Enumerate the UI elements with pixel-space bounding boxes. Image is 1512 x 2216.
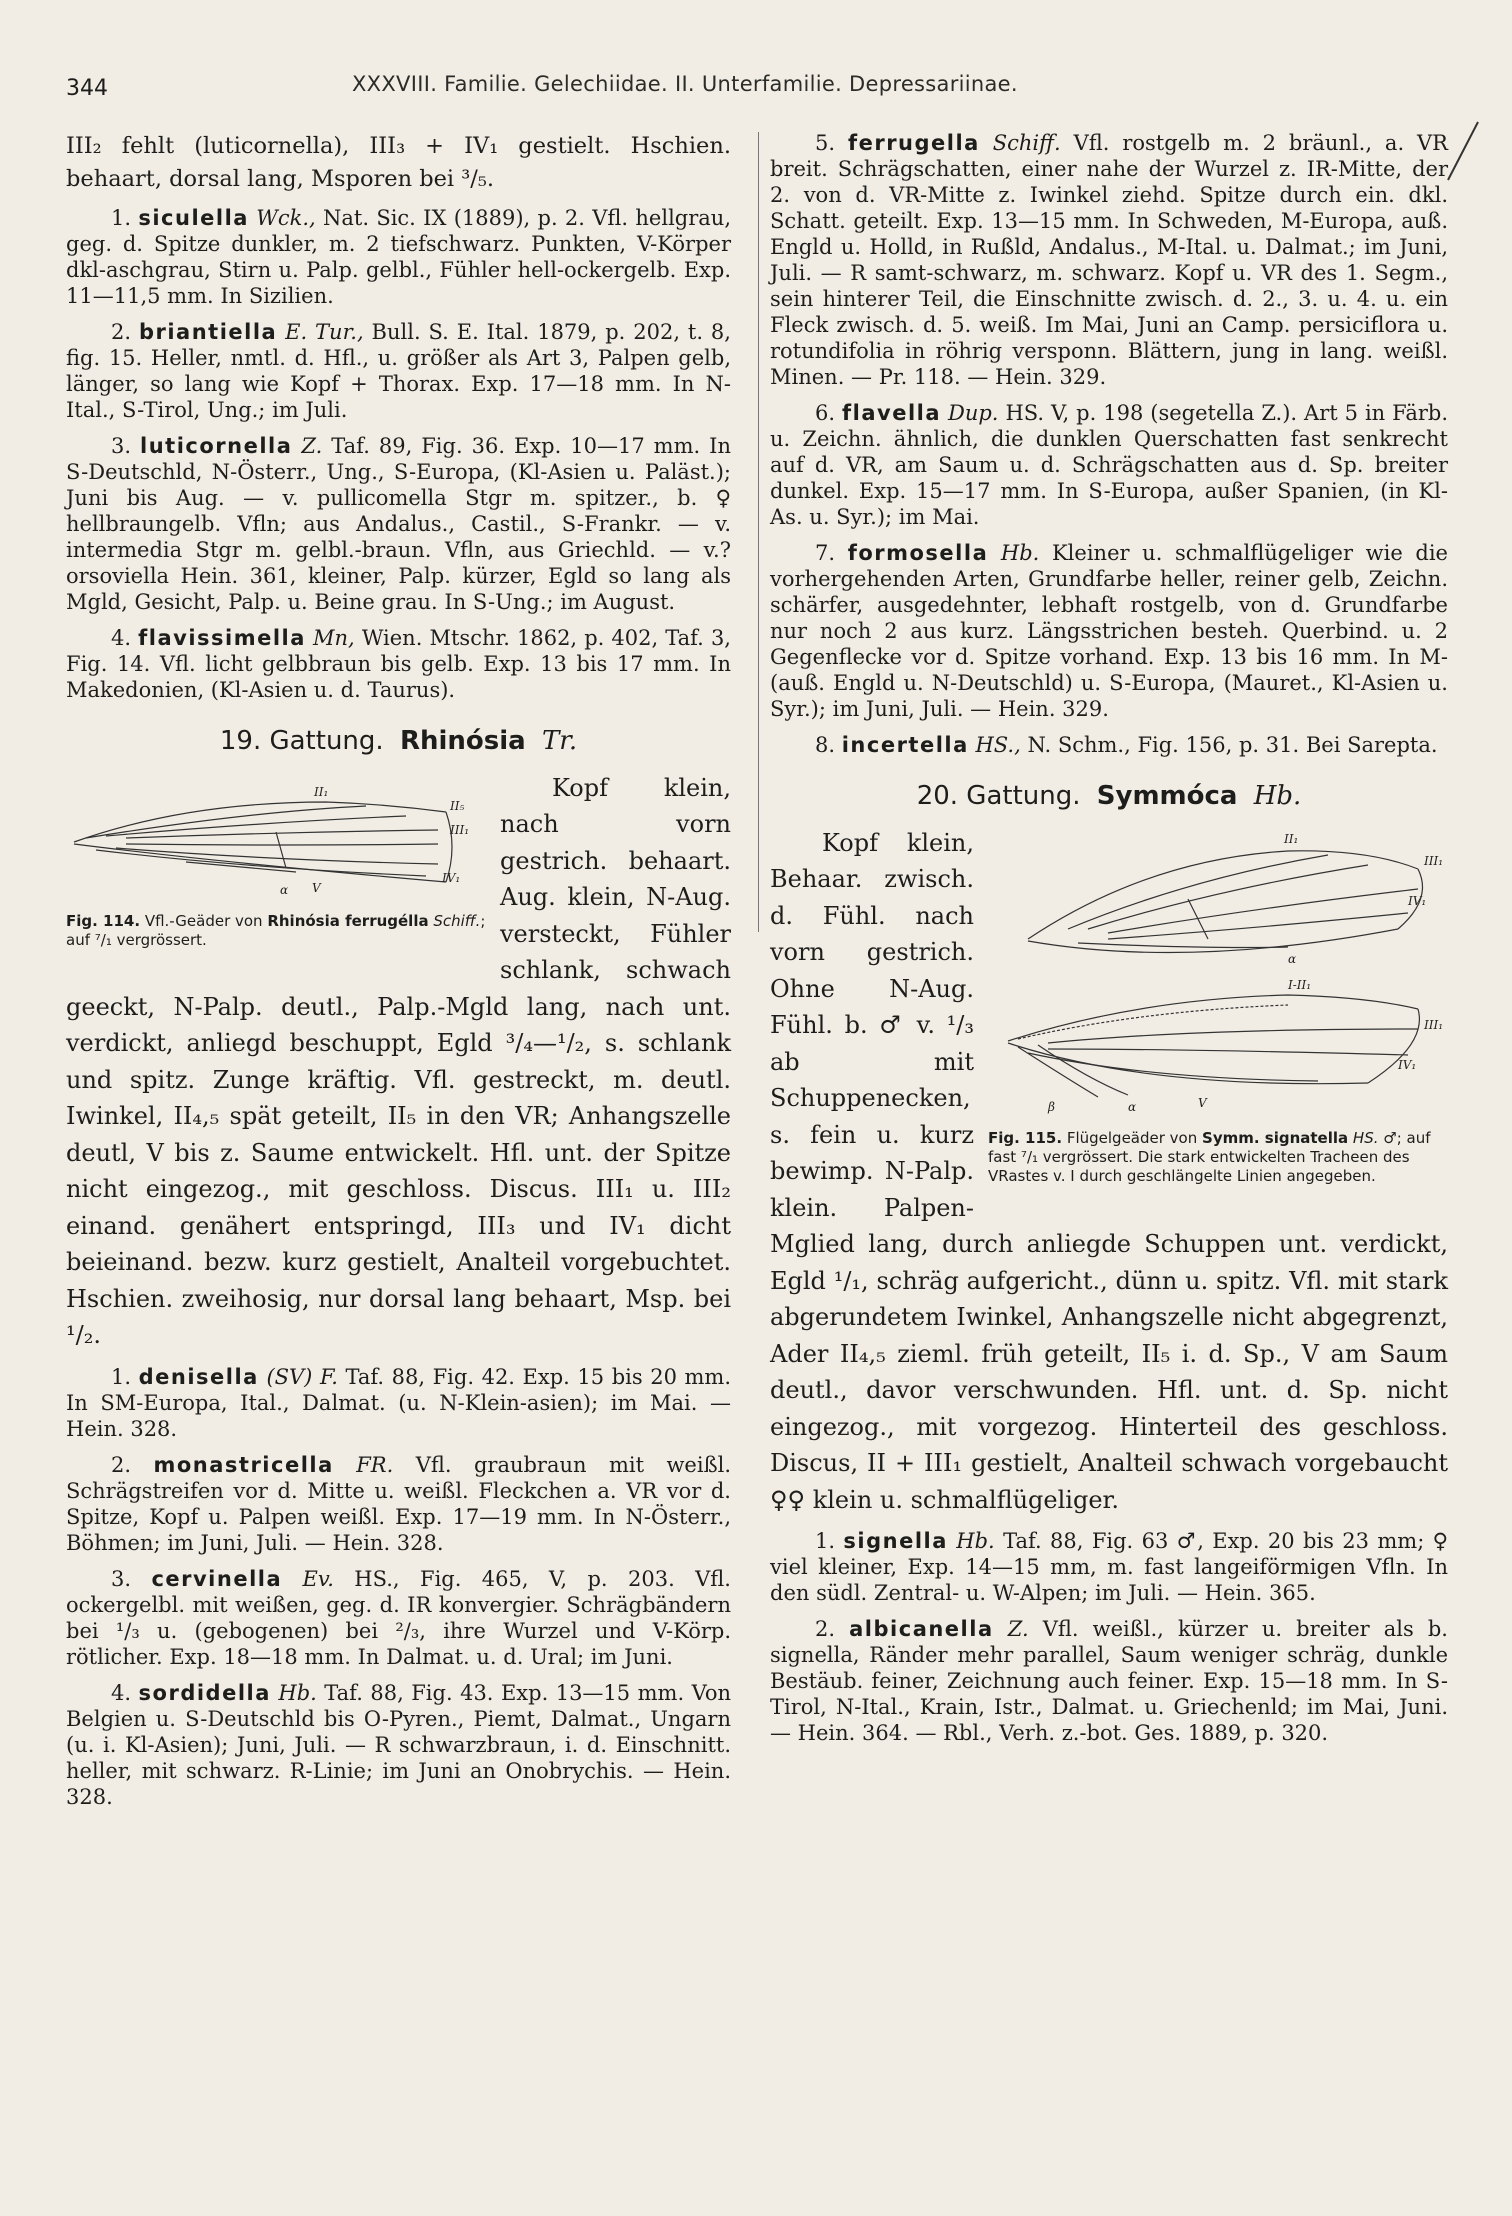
svg-text:IV₁: IV₁	[442, 870, 461, 885]
svg-text:III₁: III₁	[1424, 853, 1444, 868]
genus-19-heading: 19. Gattung. Rhinósia Tr.	[219, 726, 578, 757]
species-entry: 1. denisella (SV) F. Taf. 88, Fig. 42. Exp. 15 bis 20 mm. In SM-Europa, Ital., Dalmat. (u. N-Klein-asien); im Mai. — Hein. 328.	[66, 1364, 731, 1441]
svg-text:II₁: II₁	[314, 784, 329, 799]
right-column	[770, 130, 1448, 1756]
figure-115-caption: Fig. 115. Flügelgeäder von Symm. signatella HS. ♂; auf fast ⁷/₁ vergrössert. Die stark entwickelten Tracheen des VRastes v. I durch geschlängelte Linien angegeben.	[988, 1128, 1431, 1185]
species-entry: 2. briantiella E. Tur., Bull. S. E. Ital. 1879, p. 202, t. 8, fig. 15. Heller, nmtl. d. Hfl., u. größer als Art 3, Palpen gelb, länger, so lang wie Kopf + Thorax. Exp. 17—18 mm. In N-Ital., S-Tirol, Ung.; im Juli.	[66, 320, 731, 423]
species-entry: 5. ferrugella Schiff. Vfl. rostgelb m. 2 bräunl., a. VR breit. Schrägschatten, einer nahe der Wurzel z. IR-Mitte, der 2. von d. VR-Mitte z. Iwinkel ziehd. Spitze durch ein. dkl. Schatt. geteilt. Exp. 13—15 mm. In Schweden, M-Europa, auß. Engld u. Holld, in Rußld, Andalus., M-Ital. u. Dalmat.; im Juni, Juli. — R samt-schwarz, m. schwarz. Kopf u. VR des 1. Segm., sein hinterer Teil, die Einschnitte zwisch. d. 2., 3. u. 4. u. ein Fleck zwisch. d. 5. weiß. Im Mai, Juni an Camp. persiciflora u. rotundifolia in röhrig versponn. Blättern, jung in lang. weißl. Minen. — Pr. 118. — Hein. 329.	[770, 131, 1448, 389]
species-entry: 2. monastricella FR. Vfl. graubraun mit weißl. Schrägstreifen vor d. Mitte u. weißl. Fleckchen a. VR vor d. Spitze, Kopf u. Palpen weißl. Exp. 17—19 mm. In N-Österr., Böhmen; im Juni, Juli. — Hein. 328.	[66, 1452, 731, 1555]
wing-venation-diagram-pair	[988, 829, 1448, 1129]
page-number: 344	[66, 76, 108, 101]
species-entry: 6. flavella Dup. HS. V, p. 198 (segetella Z.). Art 5 in Färb. u. Zeichn. ähnlich, die dunklen Querschatten fast senkrecht auf d. VR, am Saum u. d. Schrägschatten aus d. Sp. breiter dunkel. Exp. 15—17 mm. In S-Europa, außer Spanien, (in Kl-As. u. Syr.); im Mai.	[770, 401, 1448, 529]
figure-114-caption: Fig. 114. Vfl.-Geäder von Rhinósia ferrugélla Schiff.; auf ⁷/₁ vergrössert.	[66, 911, 486, 949]
column-divider	[758, 132, 759, 932]
svg-text:α: α	[280, 882, 289, 897]
svg-text:II₅: II₅	[450, 798, 465, 813]
species-entry: 7. formosella Hb. Kleiner u. schmalflügeliger wie die vorhergehenden Arten, Grundfarbe heller, reiner gelb, Zeichn. schärfer, ausgedehnter, lebhaft rostgelb, von d. Grundfarbe nur noch 2 aus kurz. Längsstrichen besteh. Querbind. u. 2 Gegenflecke vor d. Spitze vorhand. Exp. 13 bis 16 mm. In M- (auß. Engld u. N-Deutschld) u. S-Europa, (Mauret., Kl-Asien u. Syr.); im Juni, Juli. — Hein. 329.	[770, 541, 1448, 721]
species-entry: 3. luticornella Z. Taf. 89, Fig. 36. Exp. 10—17 mm. In S-Deutschld, N-Österr., Ung., S-Europa, (Kl-Asien u. Paläst.); Juni bis Aug. — v. pullicomella Stgr m. spitzer., b. ♀ hellbraungelb. Vfln; aus Andalus., Castil., S-Frankr. — v. intermedia Stgr m. gelbl.-braun. Vfln, aus Griechld. — v.? orsoviella Hein. 361, kleiner, Palp. kürzer, Egld so lang als Mgld, Gesicht, Palp. u. Beine grau. In S-Ung.; im August.	[66, 434, 731, 615]
species-entry: 3. cervinella Ev. HS., Fig. 465, V, p. 203. Vfl. ockergelbl. mit weißen, geg. d. IR konvergier. Schrägbändern bei ¹/₃ u. (gebogenen) bei ²/₃, ihre Wurzel und V-Körp. rötlicher. Exp. 18—18 mm. In Dalmat. u. d. Ural; im Juni.	[66, 1566, 731, 1669]
svg-text:V: V	[1198, 1095, 1207, 1110]
species-list-d	[770, 1528, 1448, 1746]
genus-20-description	[770, 825, 1448, 1519]
svg-text:III₁: III₁	[1424, 1017, 1444, 1032]
pencil-mark-icon	[1442, 120, 1482, 190]
species-entry: 8. incertella HS., N. Schm., Fig. 156, p. 31. Bei Sarepta.	[815, 733, 1438, 757]
svg-text:α: α	[1288, 951, 1297, 966]
svg-text:II₁: II₁	[1284, 831, 1299, 846]
species-list-b	[66, 1364, 731, 1810]
svg-text:IV₁: IV₁	[1408, 893, 1427, 908]
intro-paragraph: III₂ fehlt (luticornella), III₃ + IV₁ gestielt. Hschien. behaart, dorsal lang, Msporen bei ³/₅.	[66, 133, 731, 192]
left-column	[66, 130, 731, 1820]
svg-text:V: V	[312, 880, 321, 895]
genus-20-heading: 20. Gattung. Symmóca Hb.	[916, 781, 1302, 811]
species-list-c	[770, 130, 1448, 758]
svg-text:III₁: III₁	[450, 822, 470, 837]
running-title: XXXVIII. Familie. Gelechiidae. II. Unterfamilie. Depressariinae.	[352, 72, 1018, 96]
species-entry: 2. albicanella Z. Vfl. weißl., kürzer u. breiter als b. signella, Ränder mehr parallel, Saum weniger schräg, dunkle Bestäub. feiner, Zeichnung auch feiner. Exp. 15—18 mm. In S-Tirol, N-Ital., Krain, Istr., Dalmat. u. Griechenld; im Mai, Juni. — Hein. 364. — Rbl., Verh. z.-bot. Ges. 1889, p. 320.	[770, 1617, 1448, 1746]
species-entry: 4. flavissimella Mn, Wien. Mtschr. 1862, p. 402, Taf. 3, Fig. 14. Vfl. licht gelbbraun bis gelb. Exp. 13 bis 17 mm. In Makedonien, (Kl-Asien u. d. Taurus).	[66, 626, 731, 703]
species-list-a	[66, 205, 731, 703]
figure-115	[988, 829, 1448, 1186]
svg-text:I-II₁: I-II₁	[1288, 977, 1312, 992]
species-entry: 4. sordidella Hb. Taf. 88, Fig. 43. Exp. 13—15 mm. Von Belgien u. S-Deutschld bis O-Pyren., Piemt, Dalmat., Ungarn (u. i. Kl-Asien); Juni, Juli. — R schwarzbraun, i. d. Einschnitt. heller, mit schwarz. R-Linie; im Juni an Onobrychis. — Hein. 328.	[66, 1680, 732, 1809]
figure-114	[66, 772, 486, 950]
page-header	[0, 72, 1512, 108]
wing-venation-diagram	[66, 772, 476, 912]
genus-19-description	[66, 770, 731, 1354]
svg-text:IV₁: IV₁	[1398, 1057, 1417, 1072]
svg-text:α: α	[1128, 1099, 1137, 1114]
svg-text:β: β	[1048, 1099, 1055, 1114]
species-entry: 1. signella Hb. Taf. 88, Fig. 63 ♂, Exp. 20 bis 23 mm; ♀ viel kleiner, Exp. 14—15 mm, m. fast langeiförmigen Vfln. In den südl. Zentral- u. W-Alpen; im Juli. — Hein. 365.	[770, 1529, 1448, 1606]
species-entry: 1. siculella Wck., Nat. Sic. IX (1889), p. 2. Vfl. hellgrau, geg. d. Spitze dunkler, m. 2 tiefschwarz. Punkten, V-Körper dkl-aschgrau, Stirn u. Palp. gelbl., Fühler hell-ockergelb. Exp. 11—11,5 mm. In Sizilien.	[66, 206, 731, 309]
genus-19-text: Kopf klein, nach vorn gestrich. behaart. Aug. klein, N-Aug. versteckt, Fühler schlank, schwach geeckt, N-Palp. deutl., Palp.-Mgld lang, nach unt. verdickt, anliegd beschuppt, Egld ³/₄—¹/₂, s. schlank und spitz. Zunge kräftig. Vfl. gestreckt, m. deutl. Iwinkel, II₄,₅ spät geteilt, II₅ in den VR; Anhangszelle deutl, V bis z. Saume entwickelt. Hfl. unt. der Spitze nicht eingezog., mit geschloss. Discus. III₁ u. III₂ einand. genähert entspringd, III₃ und IV₁ dicht beieinand. bezw. kurz gestielt, Analteil vorgebuchtet. Hschien. zweihosig, nur dorsal lang behaart, Msp. bei ¹/₂.	[66, 773, 731, 1350]
genus-20-text: Kopf klein, Behaar. zwisch. d. Fühl. nach vorn gestrich. Ohne N-Aug. Fühl. b. ♂ v. ¹/₃ ab mit Schuppenecken, s. fein u. kurz bewimp. N-Palp. klein. Palpen-Mglied lang, durch anliegde Schuppen unt. verdickt, Egld ¹/₁, schräg aufgericht., dünn u. spitz. Vfl. mit stark abgerundetem Iwinkel, Anhangszelle nicht abgegrenzt, Ader II₄,₅ zieml. früh geteilt, II₅ i. d. Sp., V am Saum deutl., davor verschwunden. Hfl. unt. d. Sp. nicht eingezog., mit vorgezog. Hinterteil des geschloss. Discus, II + III₁ gestielt, Analteil schwach vorgebaucht ♀♀ klein u. schmalflügeliger.	[770, 828, 1448, 1514]
